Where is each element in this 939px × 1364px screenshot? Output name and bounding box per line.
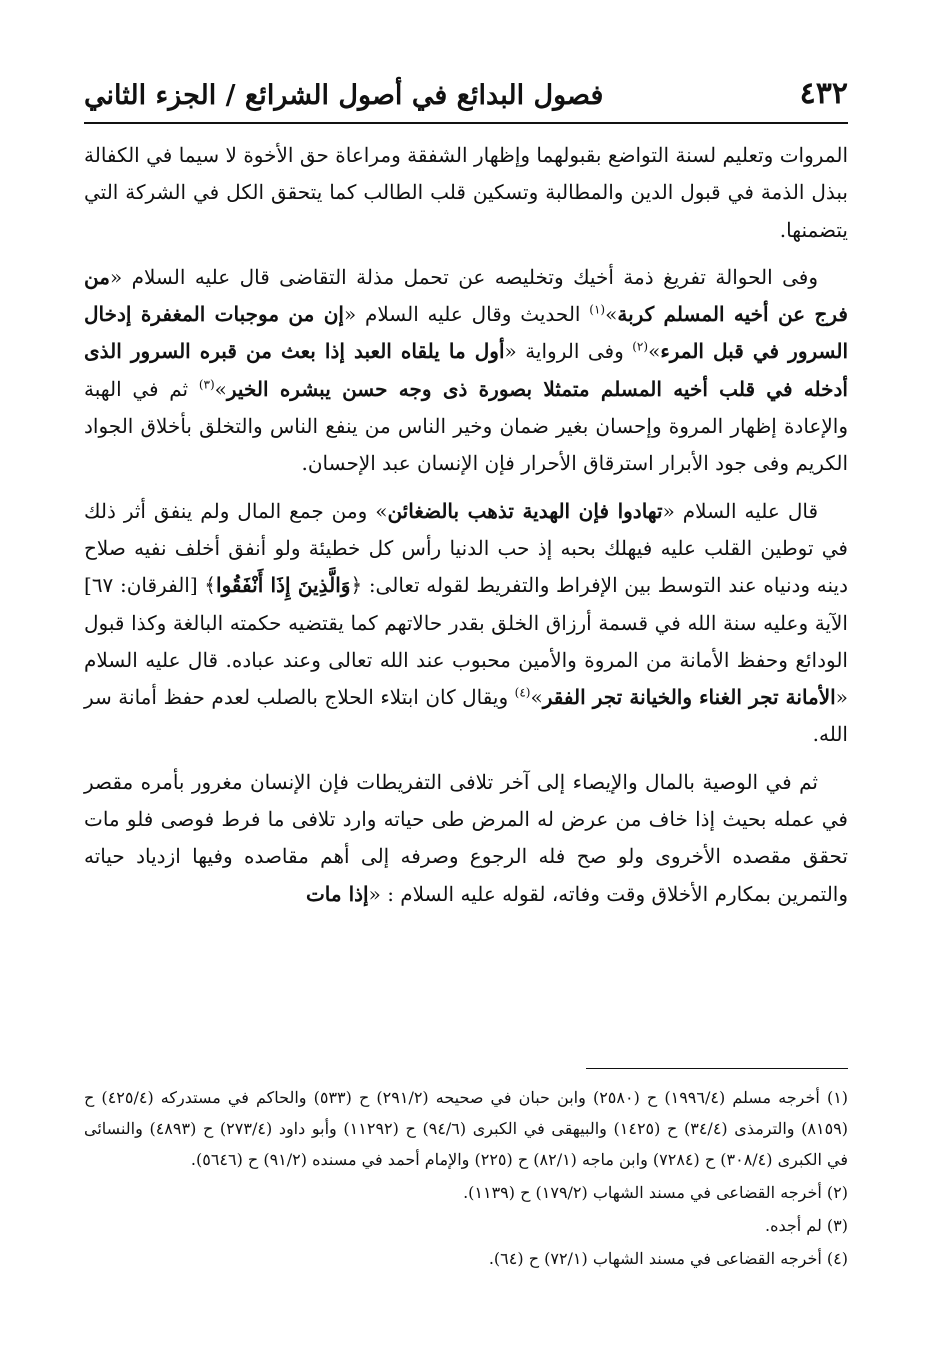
page-header [84, 74, 848, 120]
paragraph-1: المروات وتعليم لسنة التواضع بقبولهما وإظهار الشفقة ومراعاة حق الأخوة لا سيما في الكفالة ببذل الذمة في قبول الدين والمطالبة وتسكين قلب الطالب كما يتحقق الكل في الشركة التي يتضمنها. [84, 143, 848, 242]
text-run: ثم في الهبة والإعادة إظهار المروة وإحسان بغير ضمان وخير الناس من ينفع الناس والتخلق بأخلاق الجواد الكريم وفى جود الأبرار استرقاق الأحرار فإن الإنسان عبد الإحسان. [84, 376, 848, 476]
hadith-quote: إذا مات [305, 881, 369, 906]
footnote-rule [586, 1068, 848, 1069]
text-run: قال عليه السلام « [662, 498, 818, 523]
paragraph-2 [84, 259, 848, 483]
running-title: فصول البدائع في أصول الشرائع / الجزء الثاني [84, 80, 604, 111]
footnote-2: (٢) أخرجه القضاعى في مسند الشهاب (١٧٩/٢) ح (١١٣٩). [463, 1183, 848, 1202]
text-run: » [530, 685, 543, 710]
page-number: ٤٣٢ [799, 76, 848, 111]
footnote-ref: (٢) [632, 339, 649, 354]
paragraph-3 [84, 493, 848, 754]
hadith-quote: من فرج عن أخيه المسلم كربة [84, 264, 848, 327]
footnote-ref: (٤) [514, 685, 531, 700]
header-rule [84, 122, 848, 124]
text-run: ﴾ [الفرقان: ٦٧] الآية وعليه سنة الله في قسمة أرزاق الخلق بقدر حالاتهم كما يقتضيه حكمته البالغة وكذا قبول الودائع وحفظ الأمانة من المروة والأمين محبوب عند الله تعالى وعند عباده. قال عليه السلام « [84, 573, 848, 710]
text-run: الحديث وقال عليه السلام « [343, 302, 590, 327]
footnotes [84, 1082, 848, 1276]
footnote-1: (١) أخرجه مسلم (١٩٩٦/٤) ح (٢٥٨٠) وابن حبان في صحيحه (٢٩١/٢) ح (٥٣٣) والحاكم في مستدركه (٤٢٥/٤) ح (٨١٥٩) والترمذى (٣٤/٤) ح (١٤٢٥) والبيهقى في الكبرى (٩٤/٦) ح (١١٢٩٢) وأبو داود (٢٧٣/٤) ح (٤٨٩٣) والنسائى في الكبرى (٣٠٨/٤) ح (٧٢٨٤) وابن ماجه (٨٢/١) ح (٢٢٥) والإمام أحمد في مسنده (٩١/٢) ح (٥٦٤٦). [84, 1088, 849, 1169]
footnote-ref: (٣) [198, 377, 215, 392]
footnote-ref: (١) [589, 302, 606, 317]
hadith-quote: أول ما يلقاه العبد إذا بعث من قبره السرور الذى أدخله في قلب أخيه المسلم متمثلا بصورة ذى وجه حسن يبشره الخير [84, 339, 848, 401]
text-run: » [648, 339, 661, 364]
footnote-4: (٤) أخرجه القضاعى في مسند الشهاب (٧٢/١) ح (٦٤). [488, 1249, 848, 1268]
text-run: ويقال كان ابتلاء الحلاج بالصلب لعدم حفظ أمانة سر الله. [84, 685, 848, 747]
hadith-quote: إن من موجبات المغفرة إدخال السرور في قبل المرء [84, 302, 849, 364]
hadith-quote: تهادوا فإن الهدية تذهب بالضغائن [387, 498, 663, 523]
hadith-quote: الأمانة تجر الغناء والخيانة تجر الفقر [542, 685, 836, 710]
text-run: وفى الحوالة تفريغ ذمة أخيك وتخليصه عن تحمل مذلة التقاضى قال عليه السلام « [109, 264, 818, 289]
text-run: » [605, 302, 618, 327]
quran-quote: وَالَّذِينَ إِذَا أَنْفَقُوا [216, 573, 351, 598]
paragraph-4 [84, 764, 848, 913]
text-run: » [214, 376, 227, 401]
text-run: » ومن جمع المال ولم ينفق أثر ذلك في توطين القلب عليه فيهلك بحبه إذ حب الدنيا رأس كل خطيئة ولو أنفق أخلف نفيه صلاح دينه ودنياه عند التوسط بين الإفراط والتفريط لقوله تعالى: ﴿ [84, 498, 848, 598]
text-run: ثم في الوصية بالمال والإيصاء إلى آخر تلافى التفريطات فإن الإنسان مغرور بأمره مقصر في عمله بحيث إذا خاف من عرض له المرض طى حياته وارد تلافى ما فرط فوصى فلو مات تحقق مقصده الأخروى ولو صح فله الرجوع وصرفه إلى أهم مقاصده وفيها ازدياد حياته والتمرين بمكارم الأخلاق وقت وفاته، لقوله عليه السلام : « [84, 769, 848, 906]
main-text [84, 137, 848, 923]
text-run: وفى الرواية « [504, 339, 633, 364]
footnote-3: (٣) لم أجده. [765, 1216, 848, 1235]
